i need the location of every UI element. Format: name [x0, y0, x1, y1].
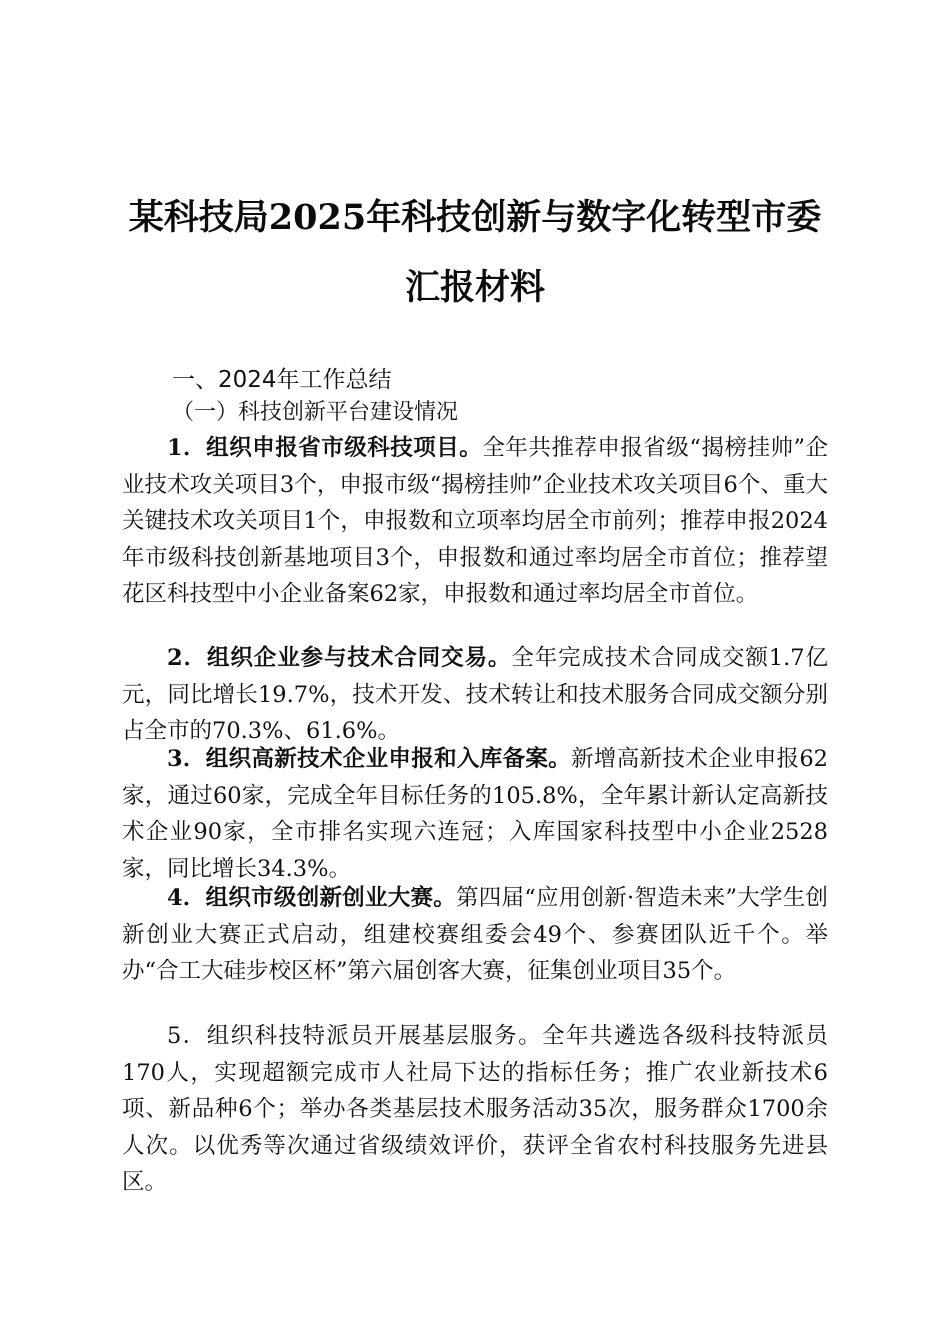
document-title-line-2: 汇报材料 [404, 267, 545, 308]
paragraph-5-body: 5．组织科技特派员开展基层服务。全年共遴选各级科技特派员170人，实现超额完成市人社局下达的指标任务；推广农业新技术6项、新品种6个；举办各类基层技术服务活动35次，服务群众1700余人次。以优秀等次通过省级绩效评价，获评全省农村科技服务先进县区。 [122, 1023, 828, 1195]
paragraph-1 [122, 430, 828, 613]
paragraph-2-lead: 2．组织企业参与技术合同交易。 [167, 645, 512, 671]
paragraph-3-body: 新增高新技术企业申报62家，通过60家，完成全年目标任务的105.8%，全年累计新认定高新技术企业90家，全市排名实现六连冠；入库国家科技型中小企业2528家，同比增长34.3%。 [122, 746, 828, 882]
paragraph-2 [122, 640, 828, 750]
paragraph-3-lead: 3．组织高新技术企业申报和入库备案。 [167, 746, 572, 772]
paragraph-1-body: 全年共推荐申报省级“揭榜挂帅”企业技术攻关项目3个，申报市级“揭榜挂帅”企业技术攻关项目6个、重大关键技术攻关项目1个，申报数和立项率均居全市前列；推荐申报2024年市级科技创新基地项目3个，申报数和通过率均居全市首位；推荐望花区科技型中小企业备案62家，申报数和通过率均居全市首位。 [122, 435, 829, 607]
paragraph-1-lead: 1．组织申报省市级科技项目。 [167, 435, 483, 461]
paragraph-2-body: 全年完成技术合同成交额1.7亿元，同比增长19.7%，技术开发、技术转让和技术服务合同成交额分别占全市的70.3%、61.6%。 [122, 645, 828, 744]
paragraph-5 [122, 1018, 828, 1201]
paragraph-4-lead: 4．组织市级创新创业大赛。 [167, 885, 456, 911]
document-title-line-1: 某科技局2025年科技创新与数字化转型市委 [128, 197, 822, 238]
section-heading-work-summary: 一、2024年工作总结 [172, 367, 392, 393]
subsection-heading-platform: （一）科技创新平台建设情况 [172, 400, 459, 425]
paragraph-3 [122, 741, 828, 887]
paragraph-4-body: 第四届“应用创新·智造未来”大学生创新创业大赛正式启动，组建校赛组委会49个、参赛团队近千个。举办“合工大硅步校区杯”第六届创客大赛，征集创业项目35个。 [122, 885, 828, 984]
paragraph-4 [122, 880, 828, 990]
